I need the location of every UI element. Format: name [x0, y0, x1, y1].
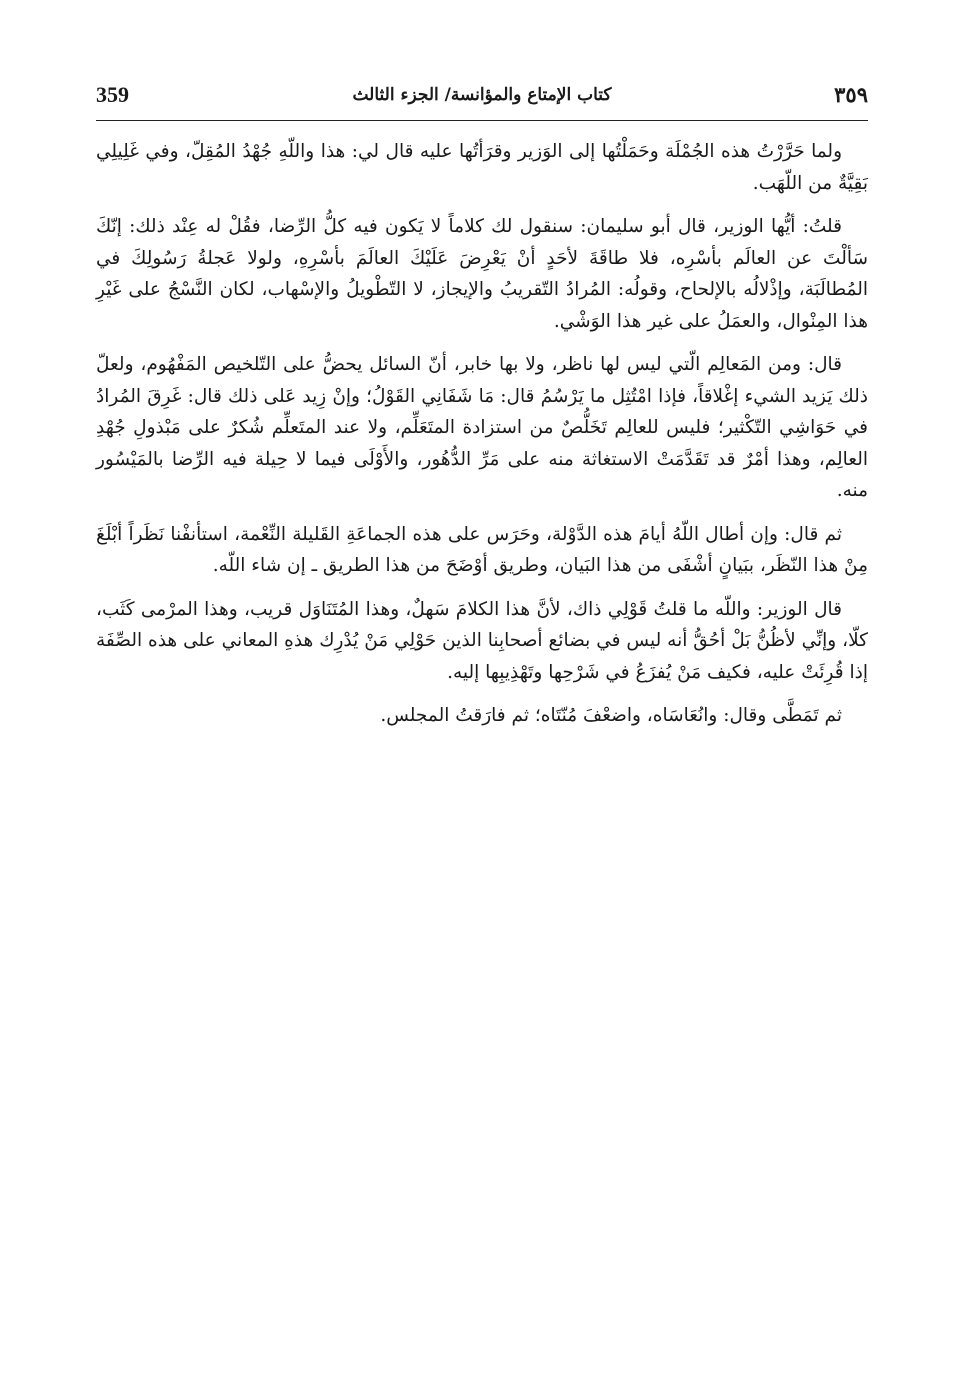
header-rule [96, 120, 868, 121]
paragraph: ثم تَمَطَّى وقال: وانُعَاسَاه، واضعْفَ مُنّتَاه؛ ثم فارَقتُ المجلس. [380, 705, 842, 726]
page-header [96, 80, 868, 116]
paragraph: قال: ومن المَعالِم الّتي ليس لها ناظر، ولا بها خابر، أنّ السائل يحضُّ على التّلخيص المَفْهُوم، ولعلّ ذلك يَزيد الشيء إغْلاقاً، فإذا امْتُثِل ما يَرْسُمُ قال: مَا شَفَانِي القَوْلُ؛ وإنْ زِيد عَلى ذلك قال: غَرِقَ المُرادُ في حَوَاشِي التّكْثير؛ فليس للعالِم تَخَلُّصٌ من استزادة المتَعَلِّم، ولا عند المتَعلِّم شُكرٌ على مَبْذولِ جُهْدِ العالِم، وهذا أمْرٌ قد تَقَدَّمَتْ الاستغاثة منه على مَرِّ الدُّهُور، والأَوْلَى فيما لا حِيلة فيه الرِّضا بالمَيْسُور منه. [96, 354, 868, 501]
paragraph: ولما حَرَّرْتُ هذه الجُمْلَة وحَمَلْتُها إلى الوَزير وقرَأتُها عليه قال لي: هذا واللّهِ جُهْدُ المُقِلّ، وفي غَلِيلِي بَقِيَّةٌ من اللّهَب. [96, 141, 868, 194]
paragraph: ثم قال: وإن أطال اللّهُ أيامَ هذه الدَّوْلة، وحَرَس على هذه الجماعَةِ القَليلة النِّعْمة، استأنفْنا نَظَراً أبْلَغَ مِنْ هذا النّظَر، ببَيانٍ أشْفَى من هذا البَيان، وطريق أوْضَحَ من هذا الطريق ـ إن شاء اللّه. [96, 523, 868, 576]
page-number-latin: 359 [96, 82, 129, 107]
paragraph: قال الوزير: واللّه ما قلتُ قَوْلِي ذاك، لأنَّ هذا الكلامَ سَهلٌ، وهذا المُتَنَاوَل قريب، وهذا المرْمى كَثَب، كلّا، وإنِّي لأظُنُّ بَلْ أحُقُّ أنه ليس في بضائع أصحابِنا الذين حَوْلِي مَنْ يُدْرِك هذهِ المعاني على هذه الصِّفَة إذا قُرِئَتْ عليه، فكيف مَنْ يُفزَعُ في شَرْحِها وتَهْذِيبِها إليه. [96, 598, 868, 683]
body-text [96, 136, 868, 744]
running-title: كتاب الإمتاع والمؤانسة/ الجزء الثالث [352, 85, 612, 105]
page-number-arabic: ٣٥٩ [834, 82, 868, 107]
paragraph: قلتُ: أيُّها الوزير، قال أبو سليمان: سنقول لك كلاماً لا يَكون فيه كلُّ الرِّضا، فقُلْ له عِنْد ذلك: إنّكَ سَألْتَ عن العالَم بأسْرِه، فلا طاقَةَ لأحَدٍ أنْ يَعْرِضَ عَلَيْكَ العالَمَ بأسْرِهِ، ولولا عَجلةُ رَسُولِكَ في المُطالَبَة، وإذْلالُه بالإلحاح، وقولُه: المُرادُ التّقريبُ والإيجاز، لا التّطْويلُ والإسْهاب، لكان النَّسْجُ على غَيْرِ هذا المِنْوال، والعمَلُ على غير هذا الوَشْي. [96, 216, 868, 332]
